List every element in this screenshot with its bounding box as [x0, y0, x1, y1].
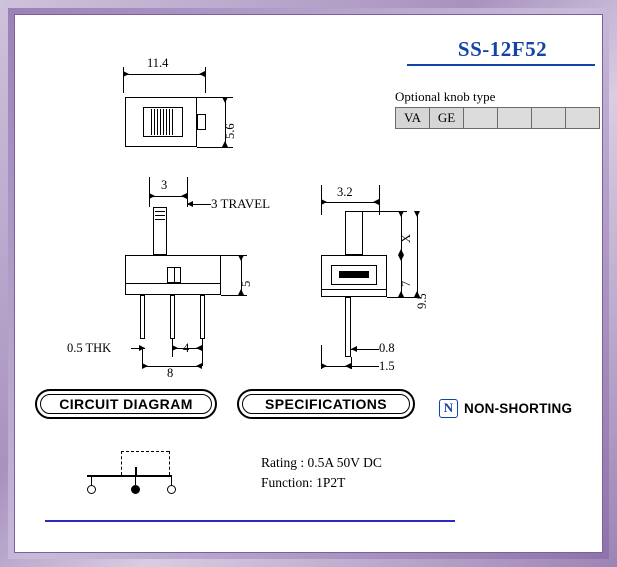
- thickness-label: 0.5 THK: [67, 341, 112, 355]
- frontview-pin-1: [140, 295, 145, 339]
- knob-table-caption: Optional knob type: [395, 89, 496, 104]
- circuit-wiper: [135, 467, 137, 477]
- topview-dim-line-height: [225, 97, 226, 147]
- topview-arrow-bottom: [222, 141, 228, 147]
- circuit-terminal-2: [167, 485, 176, 494]
- circuit-diagram-button-label: CIRCUIT DIAGRAM: [59, 396, 193, 412]
- drawing-sheet: [15, 15, 600, 550]
- sideview-08-arrow: [351, 346, 357, 352]
- specifications-button-inner: [242, 394, 410, 414]
- frontview-arrow-bottom: [238, 289, 244, 295]
- span-dim: 8: [167, 366, 174, 380]
- span-ext-right: [202, 357, 203, 366]
- sideview-total-dim: 9.5: [415, 293, 429, 309]
- specifications-button[interactable]: [237, 389, 415, 419]
- frontview-lever-knurl: [155, 211, 165, 221]
- frontview-height-dim: 5: [239, 280, 253, 287]
- sideview-mid-dim: 7: [399, 280, 413, 287]
- sideview-top-dim: 3.2: [337, 185, 353, 199]
- non-shorting-indicator: [439, 399, 572, 418]
- optional-knob-type-table: [395, 107, 600, 129]
- pitch-arrow-right: [196, 345, 202, 351]
- sideview-15-arrow-right: [345, 363, 351, 369]
- frontview-body-base-line: [125, 283, 221, 284]
- topview-arrow-top: [222, 97, 228, 103]
- frontview-lever-arrow-right: [181, 193, 187, 199]
- non-shorting-icon: N: [439, 399, 458, 418]
- circuit-diagram-button[interactable]: [35, 389, 217, 419]
- span-arrow-right: [196, 363, 202, 369]
- sideview-95-arrow-top: [414, 211, 420, 217]
- circuit-dashed-top: [121, 451, 169, 452]
- sideview-7-arrow-top: [398, 255, 404, 261]
- sideview-arrow-right: [373, 199, 379, 205]
- specifications-button-label: SPECIFICATIONS: [264, 396, 388, 412]
- pitch-arrow-left: [172, 345, 178, 351]
- circuit-dashed-right: [169, 451, 170, 475]
- sideview-x-dim: X: [399, 233, 413, 243]
- span-arrow-left: [142, 363, 148, 369]
- frontview-arrow-top: [238, 255, 244, 261]
- knob-cell-1: GE: [430, 108, 464, 129]
- sideview-15-ext-right: [351, 357, 352, 369]
- travel-label: 3 TRAVEL: [211, 196, 271, 211]
- page-title: SS-12F52: [457, 37, 548, 61]
- frontview-pin-2: [170, 295, 175, 339]
- knob-cell-3: [498, 108, 532, 129]
- sideview-arrow-left: [321, 199, 327, 205]
- topview-arrow-right: [199, 71, 205, 77]
- table-row: [396, 108, 600, 129]
- spec-rating: Rating : 0.5A 50V DC: [261, 455, 382, 470]
- topview-height-dim: 5.6: [223, 123, 237, 139]
- circuit-diagram-button-inner: [40, 394, 212, 414]
- circuit-common-line: [87, 475, 171, 477]
- sideview-lever: [345, 211, 363, 255]
- topview-arrow-left: [123, 71, 129, 77]
- non-shorting-label: NON-SHORTING: [464, 401, 573, 416]
- topview-ext-bottom: [197, 147, 233, 148]
- sideview-contact-bar: [339, 271, 369, 278]
- sideview-pin-thickness-dim: 0.8: [379, 341, 395, 355]
- circuit-lead-1: [91, 475, 92, 485]
- sideview-95-dim-line: [417, 211, 418, 297]
- topview-right-lug: [197, 114, 206, 130]
- frontview-center-split: [174, 267, 175, 283]
- topview-ext-right: [205, 67, 206, 93]
- knob-cell-0: VA: [396, 108, 430, 129]
- bottom-divider: [45, 520, 455, 522]
- frontview-lever-ext-left: [149, 177, 150, 207]
- knob-cell-2: [464, 108, 498, 129]
- circuit-terminal-common: [131, 485, 140, 494]
- topview-knob-hatch: [151, 109, 173, 135]
- frontview-pin-3: [200, 295, 205, 339]
- sideview-15-arrow-left: [321, 363, 327, 369]
- knob-cell-5: [566, 108, 600, 129]
- travel-arrow: [187, 201, 193, 207]
- circuit-lead-2: [171, 475, 172, 485]
- circuit-dashed-left: [121, 451, 122, 475]
- circuit-terminal-1: [87, 485, 96, 494]
- pitch-dim: 4: [183, 341, 190, 355]
- title-underline: [407, 64, 595, 66]
- topview-dim-line-width: [123, 74, 205, 75]
- sideview-base-line: [321, 289, 387, 290]
- sideview-dim-line-top: [321, 202, 379, 203]
- spec-function: Function: 1P2T: [261, 475, 346, 490]
- frontview-ext-bottom: [221, 295, 247, 296]
- sideview-pin-width-dim: 1.5: [379, 359, 395, 373]
- pitch-ext-right: [202, 339, 203, 357]
- frontview-lever-width-dim: 3: [161, 178, 168, 192]
- topview-width-dim: 11.4: [147, 56, 169, 70]
- circuit-lead-common: [135, 477, 136, 485]
- frontview-lever-arrow-left: [149, 193, 155, 199]
- knob-cell-4: [532, 108, 566, 129]
- sideview-x-ext-top: [363, 211, 407, 212]
